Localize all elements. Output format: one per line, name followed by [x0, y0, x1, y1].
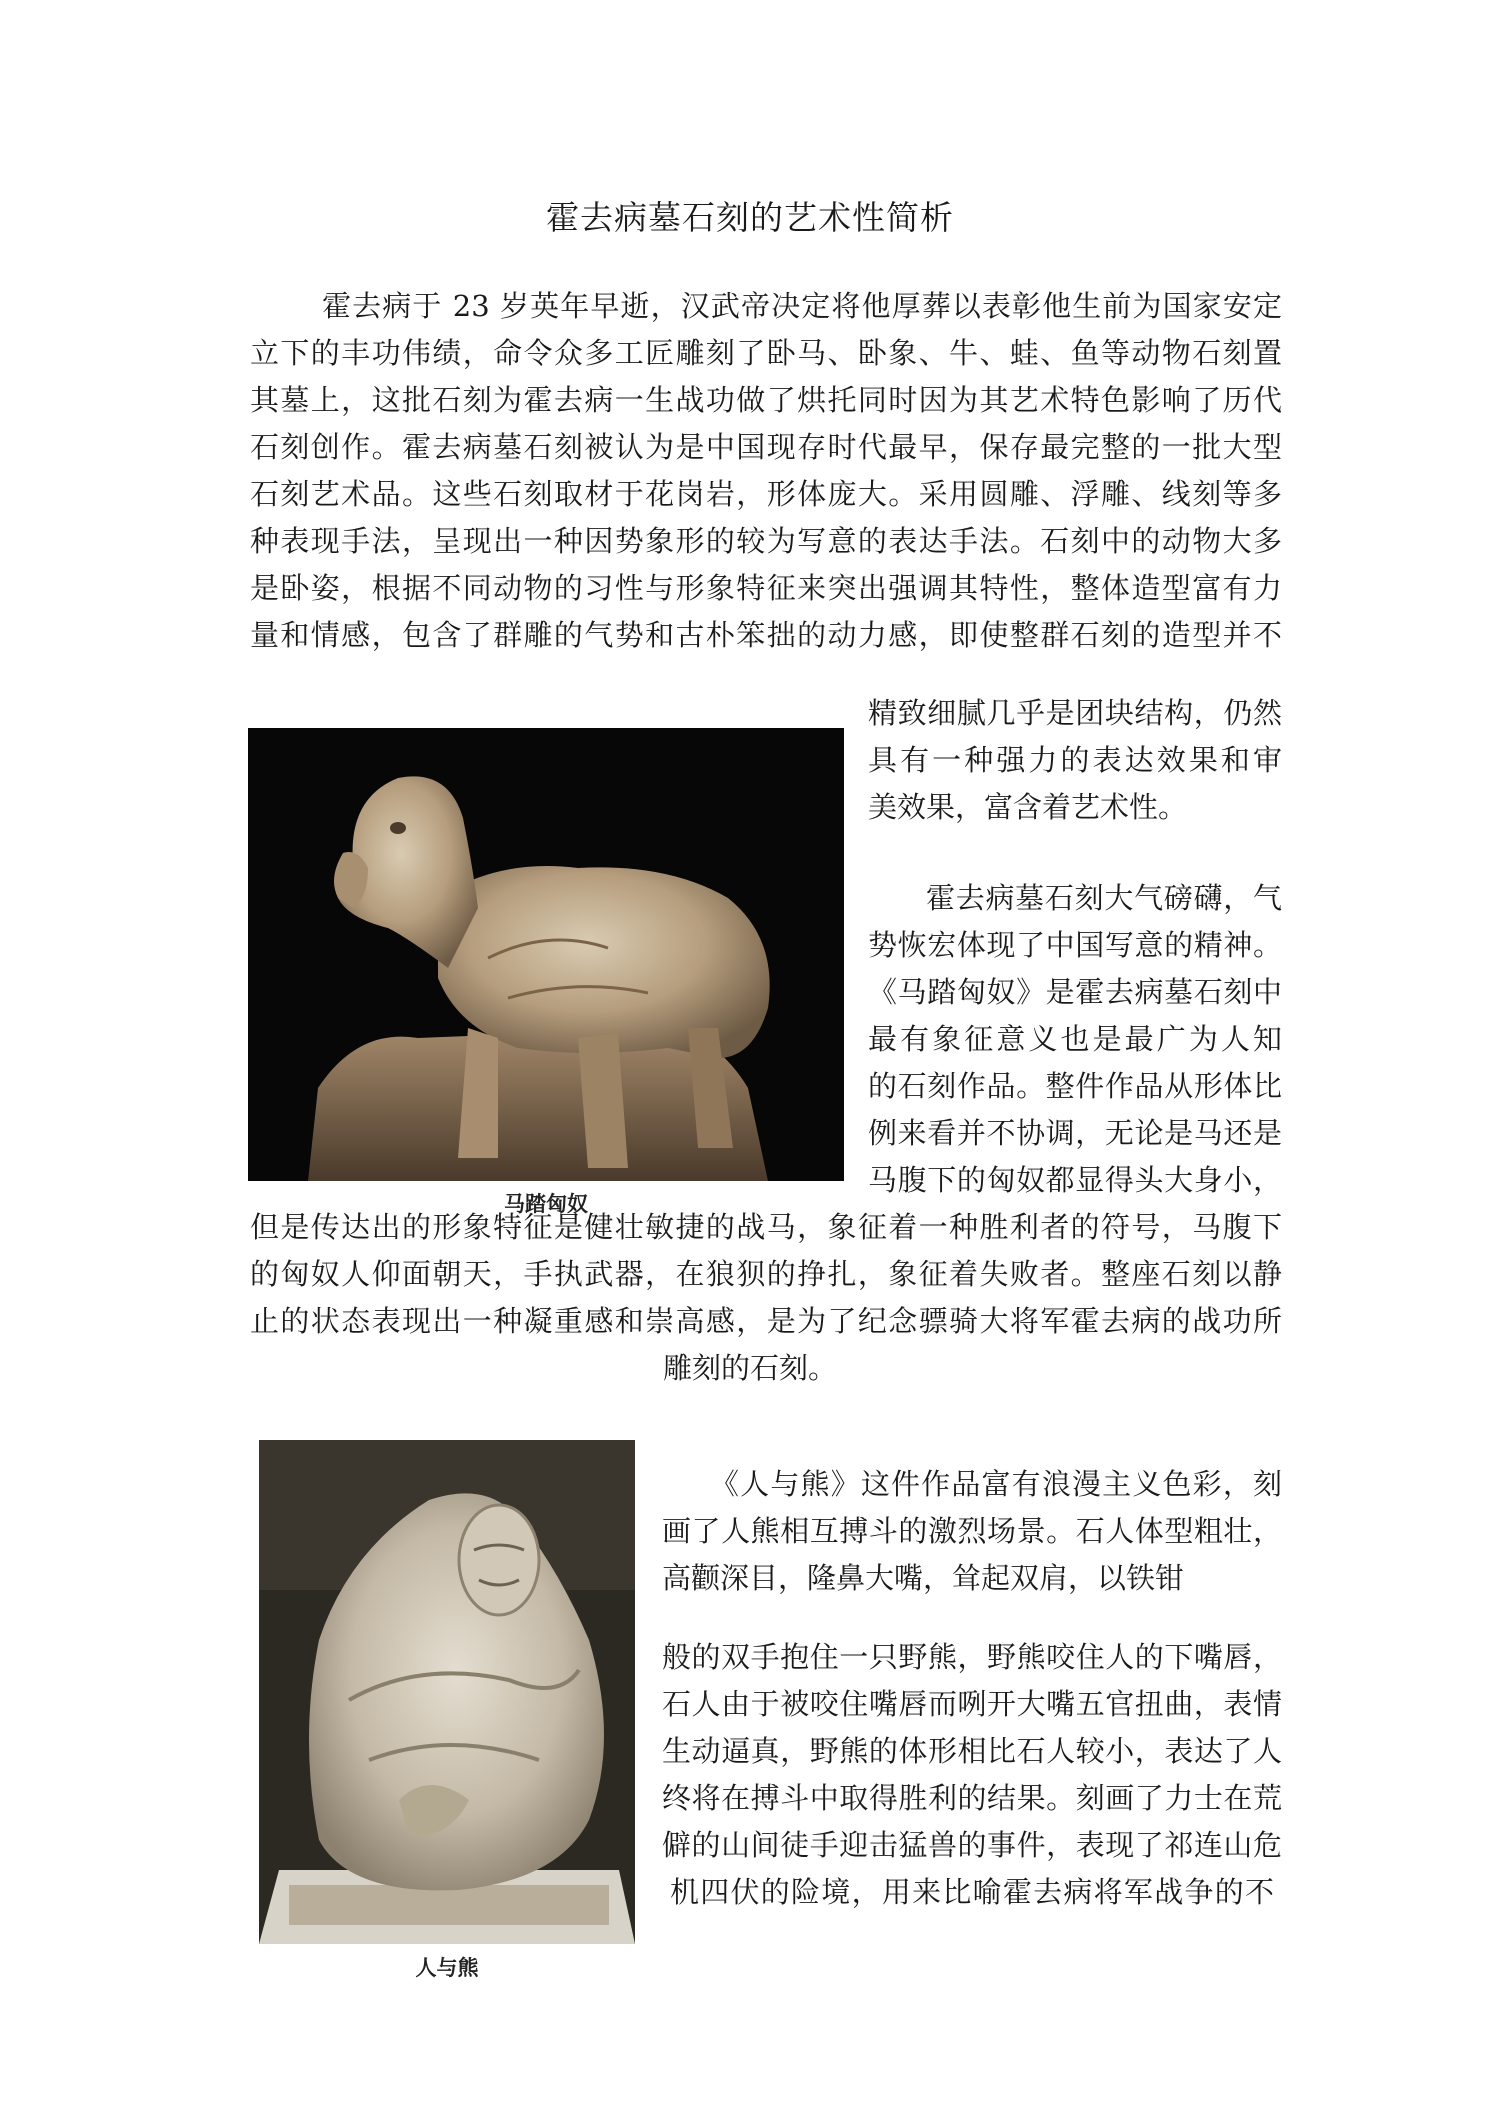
paragraph-2-line: 势恢宏体现了中国写意的精神。 — [868, 928, 1282, 962]
paragraph-1-line: 美效果，富含着艺术性。 — [868, 790, 1188, 824]
paragraph-3-line: 高颧深目，隆鼻大嘴，耸起双肩，以铁钳 — [662, 1561, 1185, 1595]
paragraph-2-line: 的石刻作品。整件作品从形体比 — [868, 1069, 1282, 1103]
paragraph-2-line: 马腹下的匈奴都显得头大身小， — [868, 1163, 1282, 1197]
horse-figure-caption: 马踏匈奴 — [504, 1192, 588, 1216]
paragraph-3-line: 《人与熊》这件作品富有浪漫主义色彩，刻 — [710, 1467, 1282, 1501]
document-title: 霍去病墓石刻的艺术性简析 — [546, 198, 954, 237]
paragraph-3-line: 般的双手抱住一只野熊，野熊咬住人的下嘴唇， — [662, 1640, 1282, 1674]
paragraph-1-line: 霍去病于 23 岁英年早逝，汉武帝决定将他厚葬以表彰他生前为国家安定 — [322, 289, 1282, 323]
paragraph-3-line: 僻的山间徒手迎击猛兽的事件，表现了祁连山危 — [662, 1828, 1282, 1862]
paragraph-3-line: 终将在搏斗中取得胜利的结果。刻画了力士在荒 — [662, 1781, 1282, 1815]
paragraph-2-line: 《马踏匈奴》是霍去病墓石刻中 — [868, 975, 1282, 1009]
paragraph-2-line: 雕刻的石刻。 — [662, 1351, 837, 1385]
paragraph-2-line: 霍去病墓石刻大气磅礴，气 — [926, 881, 1282, 915]
paragraph-2-line: 例来看并不协调，无论是马还是 — [868, 1116, 1282, 1150]
paragraph-3-line: 生动逼真，野熊的体形相比石人较小，表达了人 — [662, 1734, 1282, 1768]
horse-sculpture-image — [248, 728, 844, 1181]
paragraph-1-line: 精致细腻几乎是团块结构，仍然 — [868, 696, 1282, 730]
paragraph-1-line: 其墓上，这批石刻为霍去病一生战功做了烘托同时因为其艺术特色影响了历代 — [250, 383, 1282, 417]
paragraph-1-line: 量和情感，包含了群雕的气势和古朴笨拙的动力感，即使整群石刻的造型并不 — [250, 618, 1282, 652]
paragraph-3-line: 石人由于被咬住嘴唇而咧开大嘴五官扭曲，表情 — [662, 1687, 1282, 1721]
paragraph-1-line: 石刻艺术品。这些石刻取材于花岗岩，形体庞大。采用圆雕、浮雕、线刻等多 — [250, 477, 1282, 511]
paragraph-3-line: 画了人熊相互搏斗的激烈场景。石人体型粗壮， — [662, 1514, 1282, 1548]
man-and-bear-sculpture-image — [259, 1440, 635, 1944]
paragraph-2-line: 止的状态表现出一种凝重感和崇高感，是为了纪念骠骑大将军霍去病的战功所 — [250, 1304, 1282, 1338]
paragraph-1-line: 是卧姿，根据不同动物的习性与形象特征来突出强调其特性，整体造型富有力 — [250, 571, 1282, 605]
paragraph-1-line: 种表现手法，呈现出一种因势象形的较为写意的表达手法。石刻中的动物大多 — [250, 524, 1282, 558]
paragraph-1-line: 立下的丰功伟绩，命令众多工匠雕刻了卧马、卧象、牛、蛙、鱼等动物石刻置 — [250, 336, 1282, 370]
paragraph-1-line: 石刻创作。霍去病墓石刻被认为是中国现存时代最早，保存最完整的一批大型 — [250, 430, 1282, 464]
paragraph-2-line: 的匈奴人仰面朝天，手执武器，在狼狈的挣扎，象征着失败者。整座石刻以静 — [250, 1257, 1282, 1291]
paragraph-3-line: 机四伏的险境，用来比喻霍去病将军战争的不 — [670, 1875, 1274, 1909]
paragraph-2-line: 但是传达出的形象特征是健壮敏捷的战马，象征着一种胜利者的符号，马腹下 — [250, 1210, 1282, 1244]
paragraph-2-line: 最有象征意义也是最广为人知 — [868, 1022, 1282, 1056]
man-and-bear-figure-caption: 人与熊 — [415, 1956, 479, 1980]
paragraph-1-line: 具有一种强力的表达效果和审 — [868, 743, 1282, 777]
